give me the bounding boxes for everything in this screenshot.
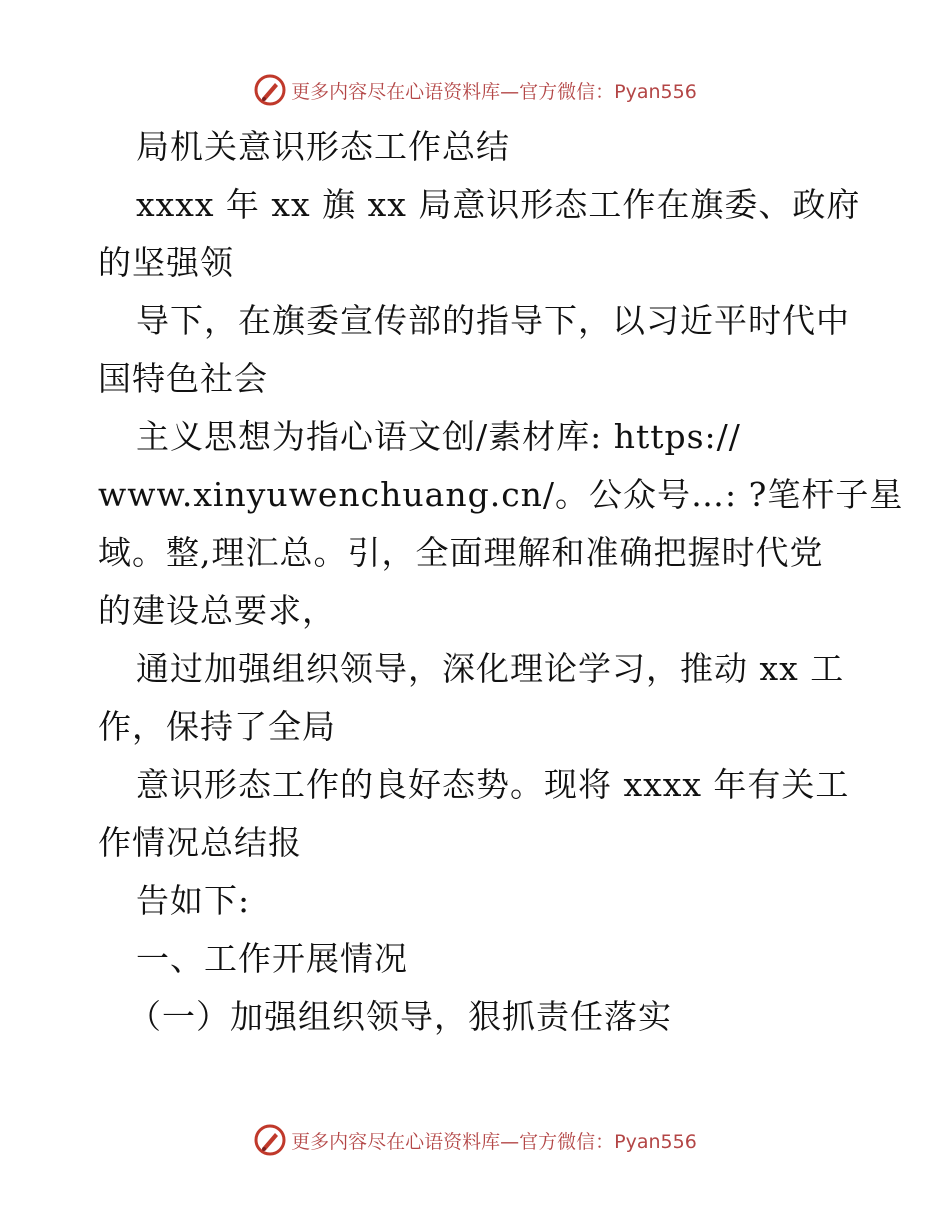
paragraph-line: 域。整,理汇总。引，全面理解和准确把握时代党 [98, 533, 824, 572]
document-title: 局机关意识形态工作总结 [136, 127, 510, 166]
paragraph-line: 意识形态工作的良好态势。现将 xxxx 年有关工 [136, 765, 850, 804]
paragraph-line: xxxx 年 xx 旗 xx 局意识形态工作在旗委、政府 [136, 185, 861, 224]
subsection-heading: （一）加强组织领导，狠抓责任落实 [128, 997, 672, 1036]
paragraph-line: 作，保持了全局 [98, 707, 336, 746]
paragraph-line: 告如下: [136, 881, 251, 920]
header-watermark [0, 70, 950, 110]
paragraph-line: 国特色社会 [98, 359, 268, 398]
document-body [98, 118, 904, 1046]
watermark-text: 更多内容尽在心语资料库—官方微信：Pyan556 [291, 1130, 697, 1153]
watermark-text: 更多内容尽在心语资料库—官方微信：Pyan556 [291, 80, 697, 103]
paragraph-line: 导下，在旗委宣传部的指导下，以习近平时代中 [136, 301, 850, 340]
paragraph-line: www.xinyuwenchuang.cn/。公众号…: ?笔杆子星 [98, 475, 904, 514]
pen-logo-icon [253, 73, 287, 107]
paragraph-line: 的建设总要求， [98, 591, 336, 630]
footer-watermark [0, 1120, 950, 1160]
section-heading: 一、工作开展情况 [136, 939, 408, 978]
pen-logo-icon [253, 1123, 287, 1157]
paragraph-line: 作情况总结报 [98, 823, 302, 862]
paragraph-line: 通过加强组织领导，深化理论学习，推动 xx 工 [136, 649, 845, 688]
paragraph-line: 的坚强领 [98, 243, 234, 282]
paragraph-line: 主义思想为指心语文创/素材库: https:// [136, 417, 741, 456]
